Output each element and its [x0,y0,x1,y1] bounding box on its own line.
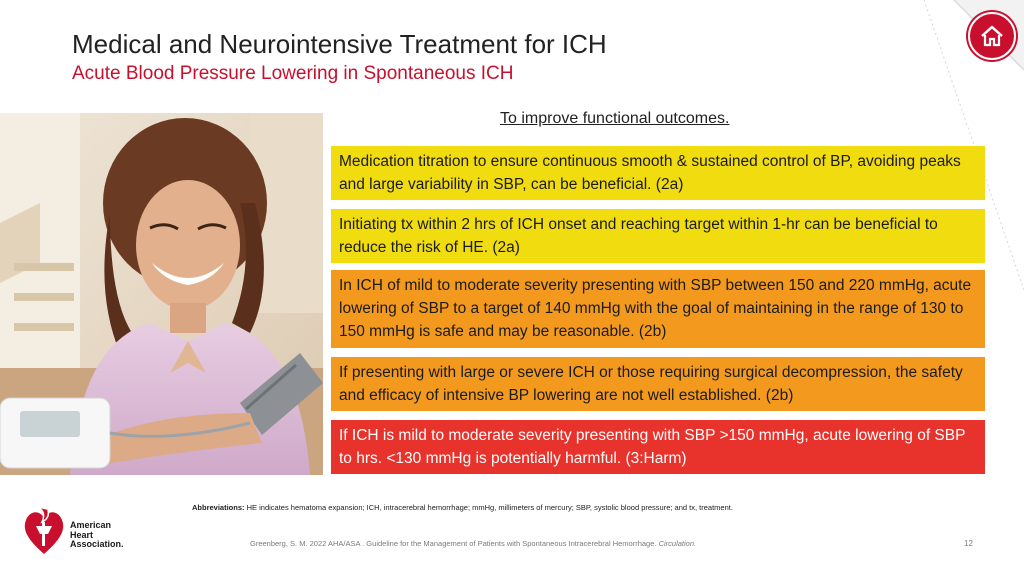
blood-pressure-photo [0,113,323,475]
slide-title: Medical and Neurointensive Treatment for ICH [72,29,607,59]
recommendation-box [331,357,985,411]
slide-subtitle: Acute Blood Pressure Lowering in Spontaneous ICH [72,63,514,84]
recommendation-text: In ICH of mild to moderate severity presenting with SBP between 150 and 220 mmHg, acute lowering of SBP to a target of 140 mmHg with the goal of maintaining in the range of 130 to 150 mmHg is safe and may be reasonable. (2b) [339,277,972,340]
aha-logo-text: American Heart Association. [70,520,124,549]
citation [250,539,696,548]
aha-logo [22,502,132,560]
abbreviations-label: Abbreviations: [192,503,245,512]
page-number: 12 [964,539,973,548]
intro-heading: To improve functional outcomes. [500,110,730,127]
abbreviations-text: HE indicates hematoma expansion; ICH, intracerebral hemorrhage; mmHg, millimeters of mercury; SBP, systolic blood pressure; and tx, treatment. [244,503,733,512]
heart-torch-icon [22,504,66,556]
citation-journal: Circulation. [658,539,697,548]
recommendation-box [331,146,985,200]
recommendation-text: If presenting with large or severe ICH or those requiring surgical decompression, the safety and efficacy of intensive BP lowering are not well established. (2b) [339,364,963,404]
citation-text: Greenberg, S. M. 2022 AHA/ASA . Guideline for the Management of Patients with Spontaneous Intracerebral Hemorrhage. [250,539,659,548]
recommendation-box [331,270,985,348]
home-icon [979,24,1005,48]
abbreviations-note [192,503,733,512]
recommendation-text: If ICH is mild to moderate severity presenting with SBP >150 mmHg, acute lowering of SBP to hrs. <130 mmHg is potentially harmful. (3:Harm) [339,427,966,467]
home-button[interactable] [968,12,1016,60]
recommendation-box [331,209,985,263]
recommendation-text: Medication titration to ensure continuous smooth & sustained control of BP, avoiding peaks and large variability in SBP, can be beneficial. (2a) [339,153,961,193]
recommendation-text: Initiating tx within 2 hrs of ICH onset and reaching target within 1-hr can be beneficial to reduce the risk of HE. (2a) [339,216,938,256]
recommendation-box [331,420,985,474]
